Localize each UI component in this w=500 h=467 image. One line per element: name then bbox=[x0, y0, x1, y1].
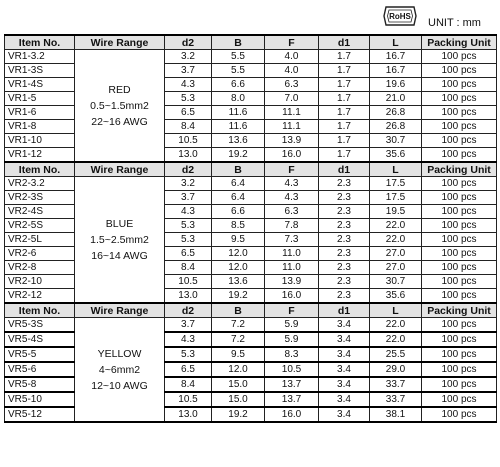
d2-cell: 5.3 bbox=[165, 219, 212, 233]
wire-range-cell bbox=[75, 177, 165, 304]
d1-cell: 2.3 bbox=[319, 247, 370, 261]
header-wire-range: Wire Range bbox=[75, 35, 165, 50]
b-cell: 7.2 bbox=[212, 318, 265, 333]
item-no-cell: VR1-10 bbox=[5, 134, 75, 148]
header-l: L bbox=[370, 303, 422, 318]
packing-unit-cell: 100 pcs bbox=[422, 106, 497, 120]
packing-unit-cell: 100 pcs bbox=[422, 219, 497, 233]
item-no-cell: VR1-6 bbox=[5, 106, 75, 120]
header-item-no: Item No. bbox=[5, 303, 75, 318]
header-row bbox=[5, 162, 497, 177]
d2-cell: 5.3 bbox=[165, 233, 212, 247]
f-cell: 6.3 bbox=[265, 205, 319, 219]
f-cell: 4.0 bbox=[265, 50, 319, 64]
item-no-cell: VR5-4S bbox=[5, 332, 75, 347]
d1-cell: 1.7 bbox=[319, 134, 370, 148]
item-no-cell: VR1-12 bbox=[5, 148, 75, 163]
l-cell: 27.0 bbox=[370, 247, 422, 261]
table-row bbox=[5, 318, 497, 333]
d2-cell: 3.7 bbox=[165, 64, 212, 78]
f-cell: 16.0 bbox=[265, 289, 319, 304]
b-cell: 5.5 bbox=[212, 50, 265, 64]
d2-cell: 13.0 bbox=[165, 148, 212, 163]
d2-cell: 3.7 bbox=[165, 191, 212, 205]
l-cell: 26.8 bbox=[370, 120, 422, 134]
page-header bbox=[0, 0, 500, 34]
f-cell: 5.9 bbox=[265, 318, 319, 333]
b-cell: 15.0 bbox=[212, 377, 265, 392]
item-no-cell: VR1-4S bbox=[5, 78, 75, 92]
f-cell: 4.3 bbox=[265, 177, 319, 191]
d1-cell: 3.4 bbox=[319, 318, 370, 333]
l-cell: 17.5 bbox=[370, 191, 422, 205]
d2-cell: 13.0 bbox=[165, 289, 212, 304]
wire-range-range-awg: 16~14 AWG bbox=[91, 249, 148, 262]
b-cell: 12.0 bbox=[212, 247, 265, 261]
item-no-cell: VR1-3.2 bbox=[5, 50, 75, 64]
header-d1: d1 bbox=[319, 162, 370, 177]
l-cell: 26.8 bbox=[370, 106, 422, 120]
d2-cell: 10.5 bbox=[165, 392, 212, 407]
b-cell: 6.4 bbox=[212, 177, 265, 191]
d2-cell: 6.5 bbox=[165, 247, 212, 261]
unit-label: UNIT : mm bbox=[428, 17, 481, 29]
header-f: F bbox=[265, 303, 319, 318]
header-d2: d2 bbox=[165, 303, 212, 318]
l-cell: 16.7 bbox=[370, 64, 422, 78]
packing-unit-cell: 100 pcs bbox=[422, 78, 497, 92]
d1-cell: 2.3 bbox=[319, 177, 370, 191]
header-item-no: Item No. bbox=[5, 35, 75, 50]
packing-unit-cell: 100 pcs bbox=[422, 347, 497, 362]
f-cell: 16.0 bbox=[265, 407, 319, 422]
l-cell: 35.6 bbox=[370, 289, 422, 304]
header-row bbox=[5, 303, 497, 318]
f-cell: 6.3 bbox=[265, 78, 319, 92]
header-f: F bbox=[265, 162, 319, 177]
l-cell: 29.0 bbox=[370, 362, 422, 377]
d2-cell: 4.3 bbox=[165, 205, 212, 219]
f-cell: 4.0 bbox=[265, 64, 319, 78]
header-row bbox=[5, 35, 497, 50]
d2-cell: 5.3 bbox=[165, 347, 212, 362]
item-no-cell: VR5-12 bbox=[5, 407, 75, 422]
packing-unit-cell: 100 pcs bbox=[422, 148, 497, 163]
d1-cell: 2.3 bbox=[319, 275, 370, 289]
item-no-cell: VR2-6 bbox=[5, 247, 75, 261]
item-no-cell: VR1-3S bbox=[5, 64, 75, 78]
item-no-cell: VR2-5S bbox=[5, 219, 75, 233]
f-cell: 8.3 bbox=[265, 347, 319, 362]
l-cell: 27.0 bbox=[370, 261, 422, 275]
d2-cell: 6.5 bbox=[165, 106, 212, 120]
terminal-spec-table bbox=[4, 34, 497, 423]
b-cell: 19.2 bbox=[212, 407, 265, 422]
l-cell: 19.6 bbox=[370, 78, 422, 92]
packing-unit-cell: 100 pcs bbox=[422, 275, 497, 289]
l-cell: 22.0 bbox=[370, 219, 422, 233]
header-d2: d2 bbox=[165, 162, 212, 177]
item-no-cell: VR2-3S bbox=[5, 191, 75, 205]
l-cell: 35.6 bbox=[370, 148, 422, 163]
f-cell: 7.3 bbox=[265, 233, 319, 247]
d1-cell: 3.4 bbox=[319, 332, 370, 347]
l-cell: 25.5 bbox=[370, 347, 422, 362]
d1-cell: 1.7 bbox=[319, 120, 370, 134]
l-cell: 22.0 bbox=[370, 332, 422, 347]
header-b: B bbox=[212, 35, 265, 50]
l-cell: 21.0 bbox=[370, 92, 422, 106]
d2-cell: 3.7 bbox=[165, 318, 212, 333]
packing-unit-cell: 100 pcs bbox=[422, 92, 497, 106]
wire-range-range-awg: 22~16 AWG bbox=[91, 115, 148, 128]
b-cell: 13.6 bbox=[212, 275, 265, 289]
f-cell: 4.3 bbox=[265, 191, 319, 205]
item-no-cell: VR5-5 bbox=[5, 347, 75, 362]
item-no-cell: VR2-5L bbox=[5, 233, 75, 247]
d1-cell: 3.4 bbox=[319, 377, 370, 392]
d1-cell: 1.7 bbox=[319, 92, 370, 106]
d2-cell: 8.4 bbox=[165, 261, 212, 275]
header-l: L bbox=[370, 35, 422, 50]
d1-cell: 3.4 bbox=[319, 347, 370, 362]
b-cell: 12.0 bbox=[212, 261, 265, 275]
packing-unit-cell: 100 pcs bbox=[422, 64, 497, 78]
b-cell: 19.2 bbox=[212, 148, 265, 163]
header-packing-unit: Packing Unit bbox=[422, 35, 497, 50]
table-row bbox=[5, 50, 497, 64]
packing-unit-cell: 100 pcs bbox=[422, 392, 497, 407]
f-cell: 13.9 bbox=[265, 134, 319, 148]
f-cell: 11.1 bbox=[265, 106, 319, 120]
wire-range-range-mm: 4~6mm2 bbox=[98, 363, 141, 376]
packing-unit-cell: 100 pcs bbox=[422, 50, 497, 64]
d1-cell: 2.3 bbox=[319, 191, 370, 205]
d1-cell: 1.7 bbox=[319, 50, 370, 64]
l-cell: 30.7 bbox=[370, 134, 422, 148]
header-packing-unit: Packing Unit bbox=[422, 162, 497, 177]
f-cell: 13.9 bbox=[265, 275, 319, 289]
header-packing-unit: Packing Unit bbox=[422, 303, 497, 318]
b-cell: 7.2 bbox=[212, 332, 265, 347]
f-cell: 11.0 bbox=[265, 261, 319, 275]
header-wire-range: Wire Range bbox=[75, 162, 165, 177]
packing-unit-cell: 100 pcs bbox=[422, 191, 497, 205]
d2-cell: 4.3 bbox=[165, 332, 212, 347]
header-b: B bbox=[212, 303, 265, 318]
f-cell: 7.8 bbox=[265, 219, 319, 233]
item-no-cell: VR5-8 bbox=[5, 377, 75, 392]
packing-unit-cell: 100 pcs bbox=[422, 318, 497, 333]
b-cell: 11.6 bbox=[212, 120, 265, 134]
d2-cell: 3.2 bbox=[165, 50, 212, 64]
d2-cell: 13.0 bbox=[165, 407, 212, 422]
d1-cell: 2.3 bbox=[319, 261, 370, 275]
f-cell: 13.7 bbox=[265, 392, 319, 407]
packing-unit-cell: 100 pcs bbox=[422, 233, 497, 247]
d2-cell: 8.4 bbox=[165, 120, 212, 134]
item-no-cell: VR1-5 bbox=[5, 92, 75, 106]
item-no-cell: VR2-12 bbox=[5, 289, 75, 304]
wire-range-color: YELLOW bbox=[97, 347, 142, 360]
packing-unit-cell: 100 pcs bbox=[422, 377, 497, 392]
d2-cell: 4.3 bbox=[165, 78, 212, 92]
item-no-cell: VR5-10 bbox=[5, 392, 75, 407]
wire-range-range-mm: 1.5~2.5mm2 bbox=[90, 233, 149, 246]
header-b: B bbox=[212, 162, 265, 177]
packing-unit-cell: 100 pcs bbox=[422, 134, 497, 148]
item-no-cell: VR5-6 bbox=[5, 362, 75, 377]
d2-cell: 10.5 bbox=[165, 275, 212, 289]
d1-cell: 3.4 bbox=[319, 392, 370, 407]
header-item-no: Item No. bbox=[5, 162, 75, 177]
d1-cell: 1.7 bbox=[319, 78, 370, 92]
packing-unit-cell: 100 pcs bbox=[422, 332, 497, 347]
header-l: L bbox=[370, 162, 422, 177]
d2-cell: 5.3 bbox=[165, 92, 212, 106]
packing-unit-cell: 100 pcs bbox=[422, 362, 497, 377]
packing-unit-cell: 100 pcs bbox=[422, 120, 497, 134]
b-cell: 6.6 bbox=[212, 78, 265, 92]
wire-range-color: RED bbox=[108, 83, 131, 96]
header-d1: d1 bbox=[319, 303, 370, 318]
item-no-cell: VR2-3.2 bbox=[5, 177, 75, 191]
header-d1: d1 bbox=[319, 35, 370, 50]
packing-unit-cell: 100 pcs bbox=[422, 407, 497, 422]
rohs-text: RoHS bbox=[389, 12, 411, 21]
header-f: F bbox=[265, 35, 319, 50]
wire-range-range-awg: 12~10 AWG bbox=[91, 379, 148, 392]
wire-range-range-mm: 0.5~1.5mm2 bbox=[90, 99, 149, 112]
b-cell: 5.5 bbox=[212, 64, 265, 78]
d1-cell: 1.7 bbox=[319, 148, 370, 163]
item-no-cell: VR1-8 bbox=[5, 120, 75, 134]
header-wire-range: Wire Range bbox=[75, 303, 165, 318]
item-no-cell: VR2-4S bbox=[5, 205, 75, 219]
b-cell: 8.0 bbox=[212, 92, 265, 106]
b-cell: 15.0 bbox=[212, 392, 265, 407]
item-no-cell: VR2-10 bbox=[5, 275, 75, 289]
l-cell: 22.0 bbox=[370, 318, 422, 333]
packing-unit-cell: 100 pcs bbox=[422, 289, 497, 304]
b-cell: 9.5 bbox=[212, 233, 265, 247]
f-cell: 7.0 bbox=[265, 92, 319, 106]
b-cell: 19.2 bbox=[212, 289, 265, 304]
f-cell: 13.7 bbox=[265, 377, 319, 392]
l-cell: 30.7 bbox=[370, 275, 422, 289]
packing-unit-cell: 100 pcs bbox=[422, 177, 497, 191]
l-cell: 33.7 bbox=[370, 392, 422, 407]
d1-cell: 1.7 bbox=[319, 64, 370, 78]
d1-cell: 1.7 bbox=[319, 106, 370, 120]
d1-cell: 2.3 bbox=[319, 219, 370, 233]
d1-cell: 3.4 bbox=[319, 407, 370, 422]
item-no-cell: VR5-3S bbox=[5, 318, 75, 333]
l-cell: 16.7 bbox=[370, 50, 422, 64]
b-cell: 8.5 bbox=[212, 219, 265, 233]
packing-unit-cell: 100 pcs bbox=[422, 261, 497, 275]
wire-range-cell bbox=[75, 318, 165, 423]
l-cell: 17.5 bbox=[370, 177, 422, 191]
b-cell: 9.5 bbox=[212, 347, 265, 362]
header-d2: d2 bbox=[165, 35, 212, 50]
b-cell: 11.6 bbox=[212, 106, 265, 120]
f-cell: 11.1 bbox=[265, 120, 319, 134]
d2-cell: 8.4 bbox=[165, 377, 212, 392]
f-cell: 5.9 bbox=[265, 332, 319, 347]
d1-cell: 2.3 bbox=[319, 233, 370, 247]
d1-cell: 2.3 bbox=[319, 289, 370, 304]
b-cell: 6.6 bbox=[212, 205, 265, 219]
rohs-badge-icon bbox=[383, 5, 417, 27]
d2-cell: 6.5 bbox=[165, 362, 212, 377]
b-cell: 12.0 bbox=[212, 362, 265, 377]
d1-cell: 3.4 bbox=[319, 362, 370, 377]
d2-cell: 10.5 bbox=[165, 134, 212, 148]
d1-cell: 2.3 bbox=[319, 205, 370, 219]
l-cell: 38.1 bbox=[370, 407, 422, 422]
f-cell: 16.0 bbox=[265, 148, 319, 163]
f-cell: 11.0 bbox=[265, 247, 319, 261]
d2-cell: 3.2 bbox=[165, 177, 212, 191]
wire-range-color: BLUE bbox=[105, 217, 134, 230]
l-cell: 22.0 bbox=[370, 233, 422, 247]
packing-unit-cell: 100 pcs bbox=[422, 205, 497, 219]
packing-unit-cell: 100 pcs bbox=[422, 247, 497, 261]
item-no-cell: VR2-8 bbox=[5, 261, 75, 275]
b-cell: 6.4 bbox=[212, 191, 265, 205]
table-row bbox=[5, 177, 497, 191]
f-cell: 10.5 bbox=[265, 362, 319, 377]
b-cell: 13.6 bbox=[212, 134, 265, 148]
l-cell: 33.7 bbox=[370, 377, 422, 392]
l-cell: 19.5 bbox=[370, 205, 422, 219]
wire-range-cell bbox=[75, 50, 165, 163]
